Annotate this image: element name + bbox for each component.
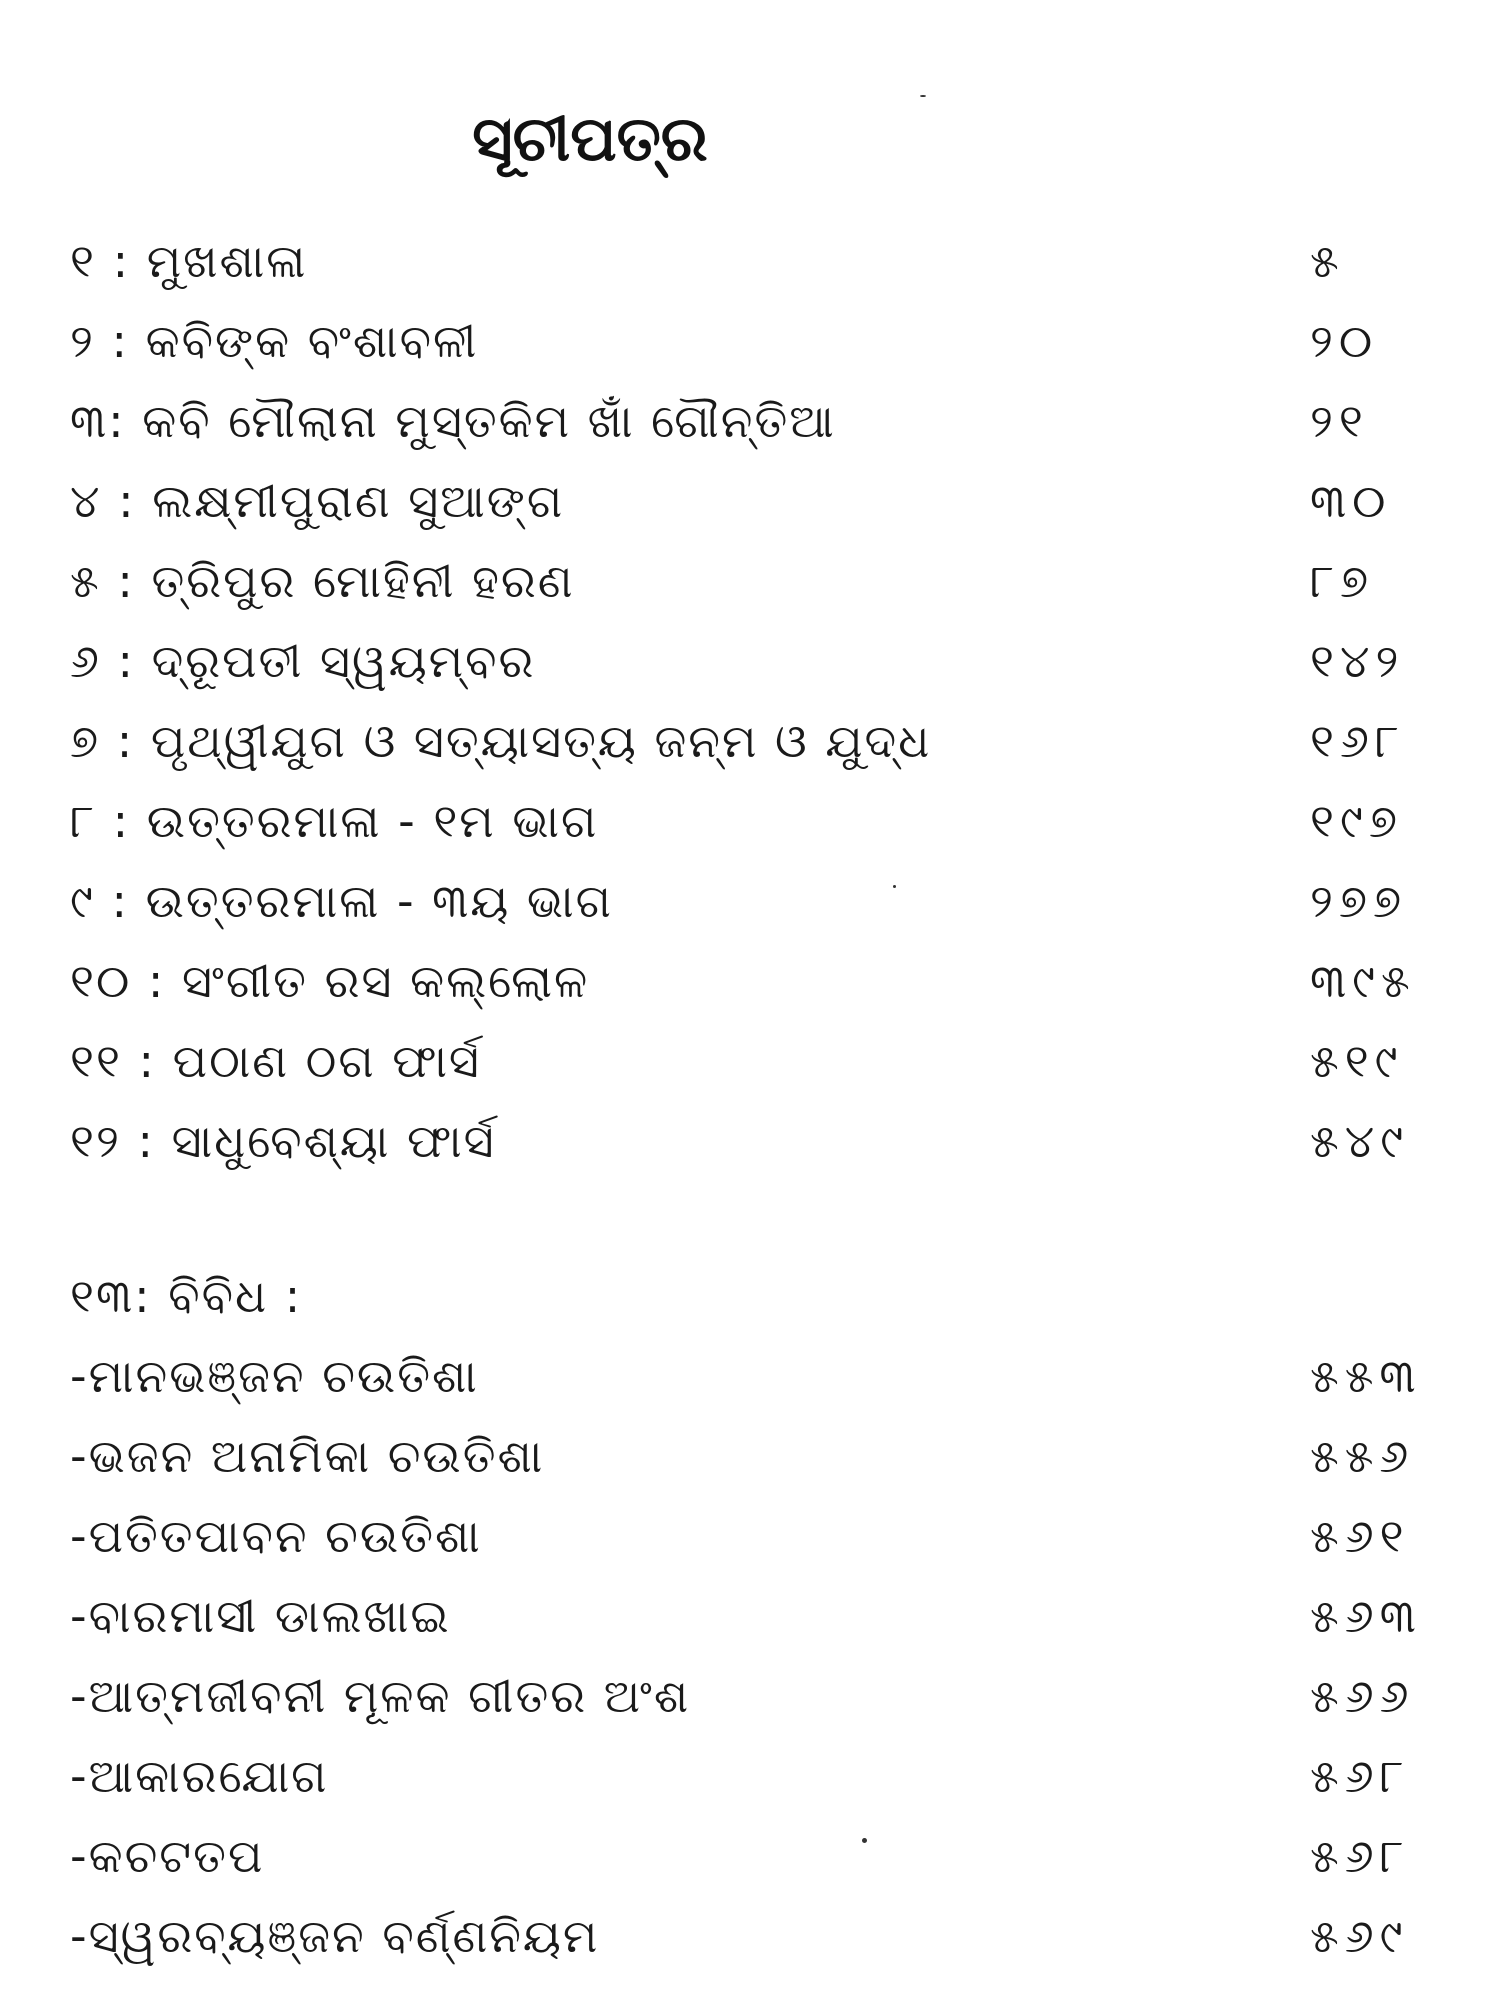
entry-label: ୭ : ପୃଥ୍ୱୀଯୁଗ ଓ ସତ୍ୟାସତ୍ୟ ଜନ୍ମ ଓ ଯୁଦ୍ଧ bbox=[70, 714, 932, 768]
entry-label: ୯ : ଉତ୍ତରମାଳା - ୩ୟ ଭାଗ bbox=[70, 874, 613, 928]
entry-label: ୩: କବି ମୌଲାନା ମୁସ୍ତକିମ ଖାଁ ଗୌନ୍ତିଆ bbox=[70, 394, 836, 448]
sub-entry-page-number: ୫୬୮ bbox=[1310, 1749, 1410, 1803]
sub-entry-page-number: ୫୫୩ bbox=[1310, 1349, 1422, 1403]
sub-entry-page-number: ୫୫୬ bbox=[1310, 1429, 1415, 1483]
entry-page-number: ୮୭ bbox=[1310, 554, 1375, 608]
toc-entry bbox=[70, 1030, 1440, 1094]
paper-speck bbox=[862, 1838, 867, 1843]
entry-page-number: ୩୯୫ bbox=[1310, 954, 1416, 1008]
entry-page-number: ୩୦ bbox=[1310, 474, 1392, 528]
sub-entry-label: -ଭଜନ ଅନାମିକା ଚଉତିଶା bbox=[70, 1429, 545, 1483]
entry-label: ୫ : ତ୍ରିପୁର ମୋହିନୀ ହରଣ bbox=[70, 554, 575, 608]
sub-entry-page-number: ୫୬୯ bbox=[1310, 1909, 1409, 1963]
entry-label: ୧୨ : ସାଧୁବେଶ୍ୟା ଫାର୍ସ bbox=[70, 1114, 496, 1168]
sub-entry-label: -ପତିତପାବନ ଚଉତିଶା bbox=[70, 1509, 482, 1563]
toc-entry bbox=[70, 710, 1440, 774]
sub-entry-label: -ଆକାରଯୋଗ bbox=[70, 1749, 329, 1803]
sub-entry bbox=[70, 1505, 1440, 1569]
entry-page-number: ୧୬୮ bbox=[1310, 714, 1405, 768]
toc-entry bbox=[70, 790, 1440, 854]
entry-label: ୬ : ଦ୍ରୂପତୀ ସ୍ୱୟମ୍ବର bbox=[70, 634, 536, 688]
sub-entry-label: -କଚଟତପ bbox=[70, 1829, 265, 1883]
sub-entry-label: -ମାନଭଞ୍ଜନ ଚଉତିଶା bbox=[70, 1349, 479, 1403]
toc-entry bbox=[70, 630, 1440, 694]
entry-page-number: ୧୪୨ bbox=[1310, 634, 1405, 688]
toc-entry bbox=[70, 1110, 1440, 1174]
sub-entry-label: -ସ୍ୱରବ୍ୟଞ୍ଜନ ବର୍ଣ୍ଣନିୟମ bbox=[70, 1909, 600, 1963]
entry-page-number: ୧୯୭ bbox=[1310, 794, 1403, 848]
entry-page-number: ୫ bbox=[1310, 234, 1345, 288]
toc-entry bbox=[70, 470, 1440, 534]
toc-entry bbox=[70, 390, 1440, 454]
entry-page-number: ୨୭୭ bbox=[1310, 874, 1408, 928]
sub-entry-label: -ବାରମାସୀ ଡାଲଖାଇ bbox=[70, 1589, 451, 1643]
entry-page-number: ୨୧ bbox=[1310, 394, 1369, 448]
entry-page-number: ୫୧୯ bbox=[1310, 1034, 1404, 1088]
entry-label: ୨ : କବିଙ୍କ ବଂଶାବଳୀ bbox=[70, 314, 479, 368]
entry-page-number: ୫୪୯ bbox=[1310, 1114, 1410, 1168]
sub-entry bbox=[70, 1665, 1440, 1729]
toc-entry bbox=[70, 550, 1440, 614]
sub-entry bbox=[70, 1905, 1440, 1969]
toc-entry bbox=[70, 230, 1440, 294]
entry-label: ୮ : ଉତ୍ତରମାଳା - ୧ମ ଭାଗ bbox=[70, 794, 599, 848]
sub-entry bbox=[70, 1825, 1440, 1889]
sub-entry bbox=[70, 1745, 1440, 1809]
sub-entry bbox=[70, 1585, 1440, 1649]
sub-entry-page-number: ୫୬୩ bbox=[1310, 1589, 1422, 1643]
toc-entry bbox=[70, 950, 1440, 1014]
sub-entry-page-number: ୫୬୮ bbox=[1310, 1829, 1410, 1883]
entry-page-number: ୨୦ bbox=[1310, 314, 1379, 368]
sub-entry-label: -ଆତ୍ମଜୀବନୀ ମୂଳକ ଗୀତର ଅଂଶ bbox=[70, 1669, 691, 1723]
entry-label: ୧ : ମୁଖଶାଳା bbox=[70, 234, 308, 288]
paper-speck bbox=[893, 885, 896, 888]
sub-entry-page-number: ୫୬୬ bbox=[1310, 1669, 1415, 1723]
page-title: ସୂଚୀପତ୍ର bbox=[472, 102, 708, 175]
paper-speck bbox=[920, 95, 926, 97]
toc-entry bbox=[70, 870, 1440, 934]
entry-label: ୧୦ : ସଂଗୀତ ରସ କଲ୍ଲୋଳ bbox=[70, 954, 590, 1008]
section-heading: ୧୩: ବିବିଧ : bbox=[70, 1269, 303, 1323]
toc-entry bbox=[70, 310, 1440, 374]
entry-label: ୧୧ : ପଠାଣ ଠଗ ଫାର୍ସ bbox=[70, 1034, 481, 1088]
sub-entry bbox=[70, 1345, 1440, 1409]
sub-entry bbox=[70, 1425, 1440, 1489]
sub-entry-page-number: ୫୬୧ bbox=[1310, 1509, 1410, 1563]
entry-label: ୪ : ଲକ୍ଷ୍ମୀପୁରାଣ ସୁଆଙ୍ଗ bbox=[70, 474, 565, 528]
